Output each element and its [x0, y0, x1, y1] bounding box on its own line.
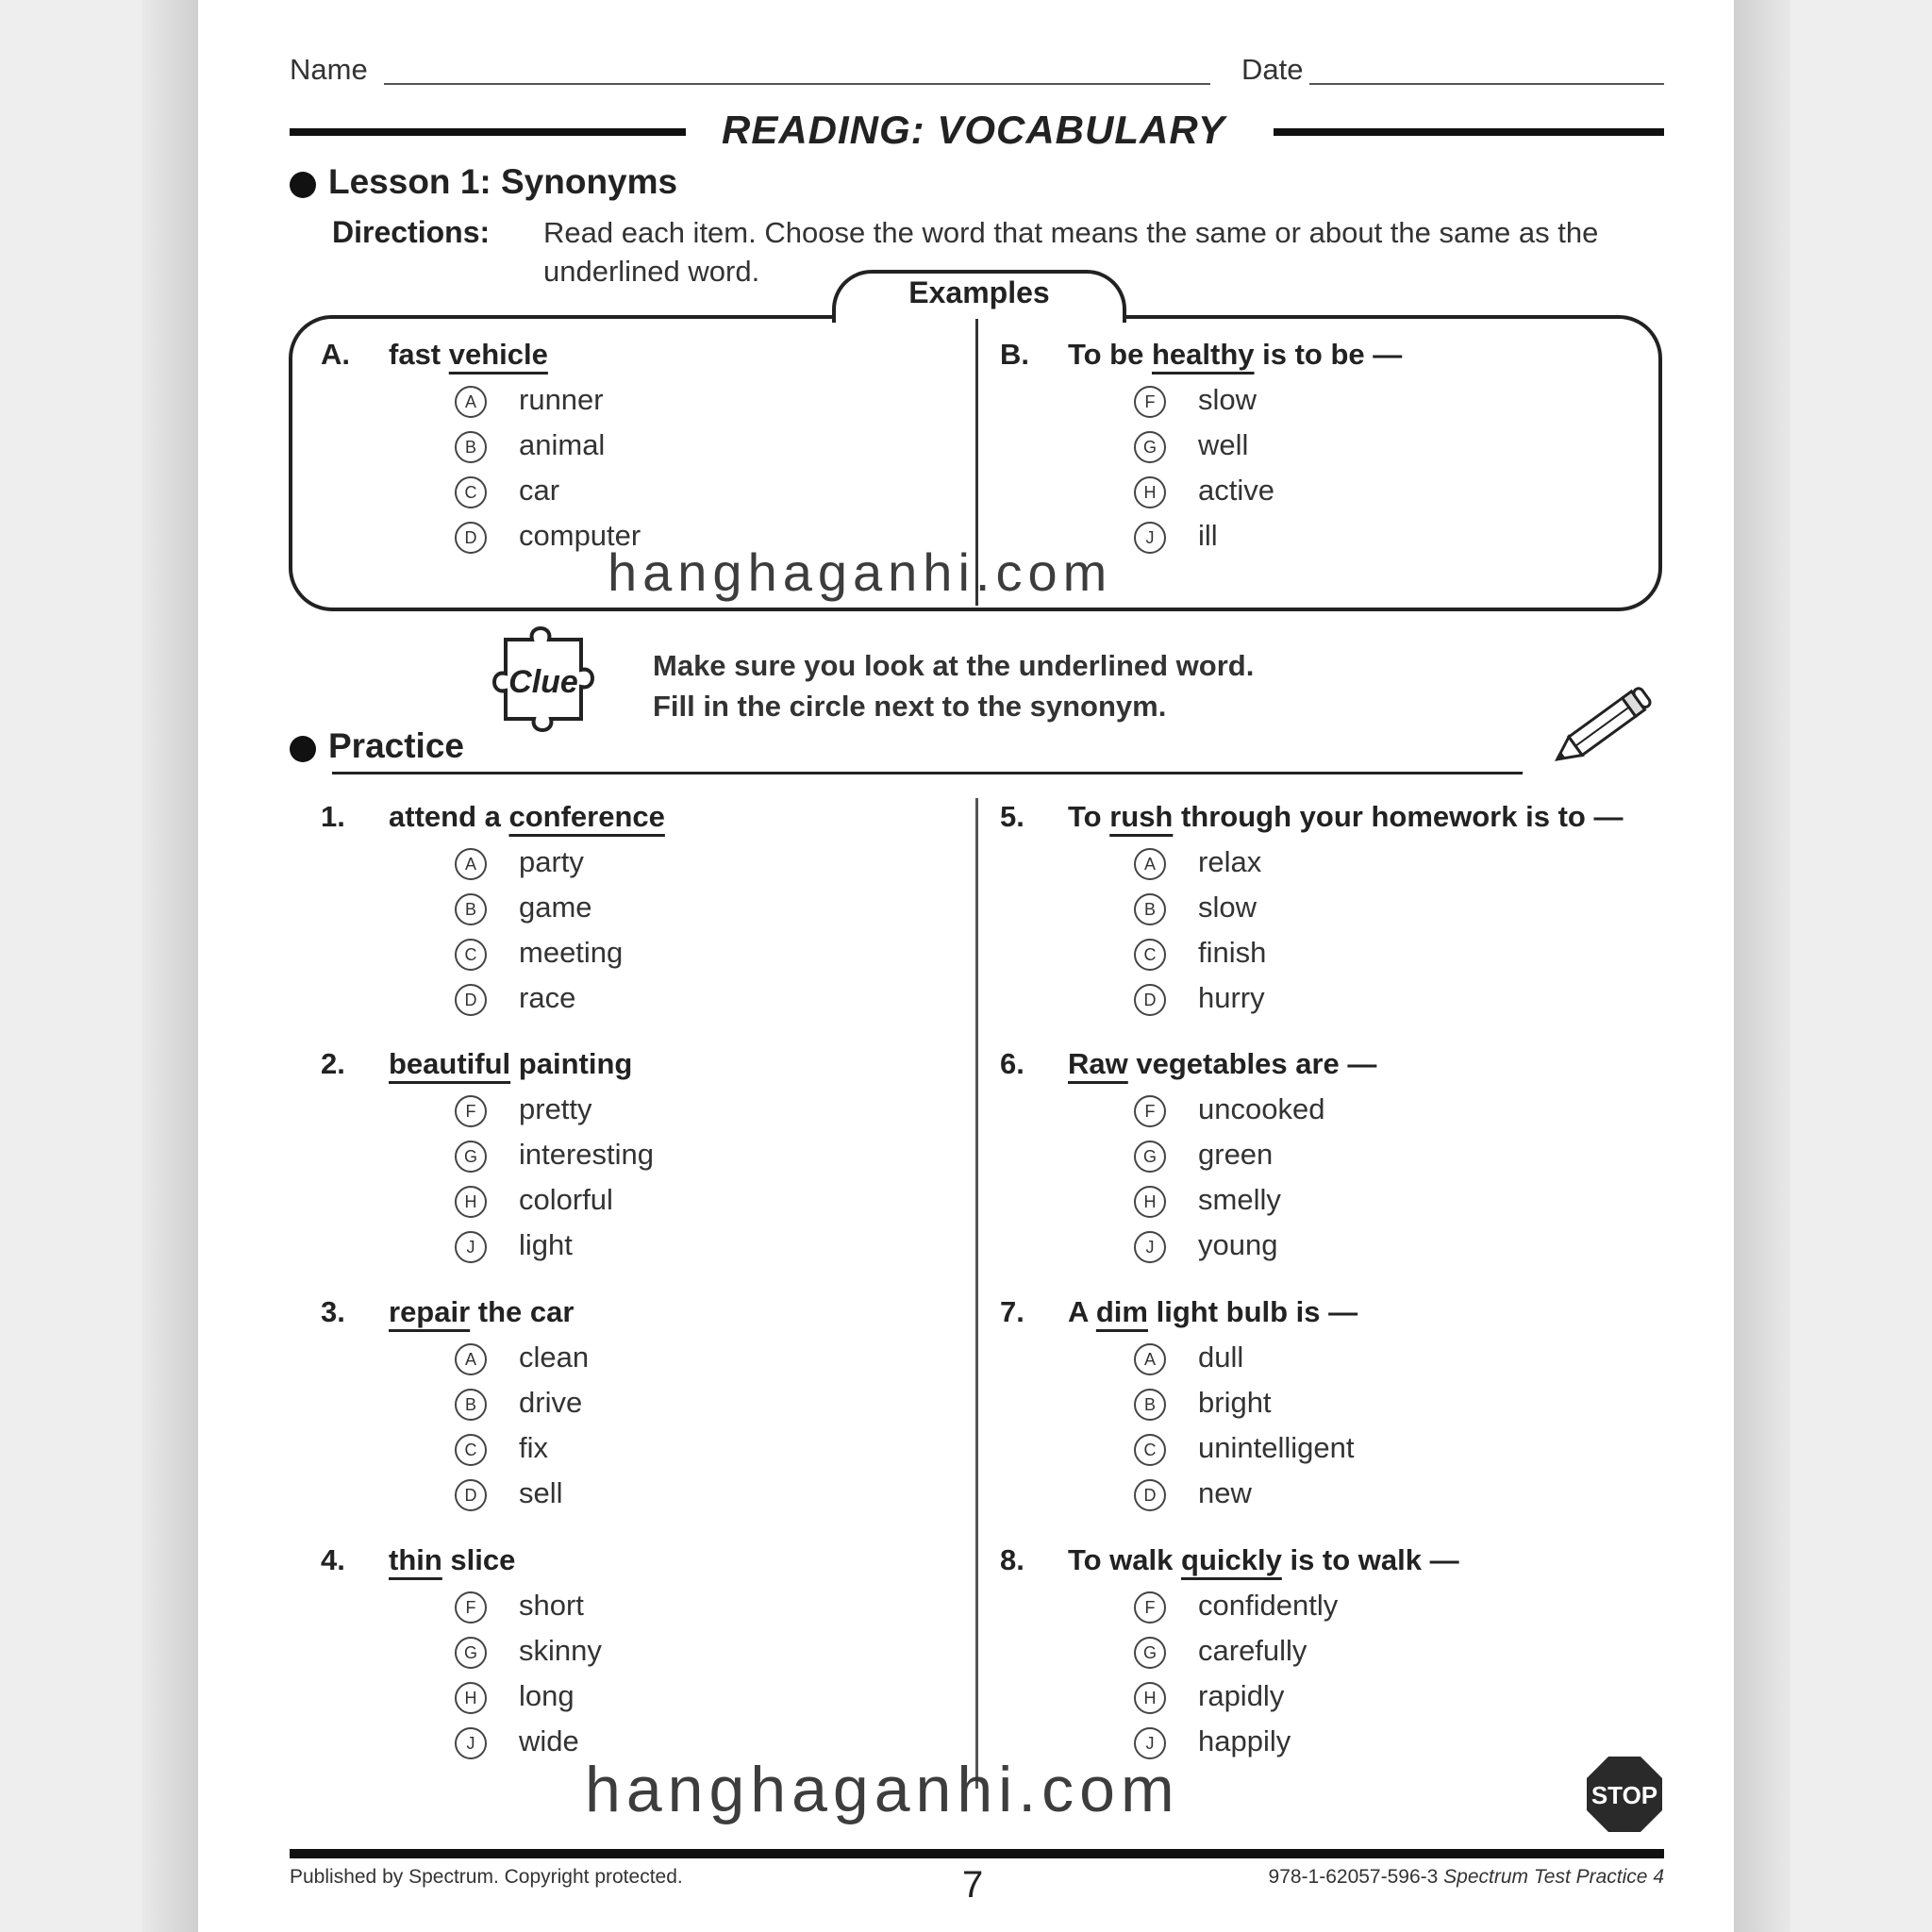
- stop-sign-icon: [1585, 1755, 1664, 1834]
- answer-bubble[interactable]: B: [455, 893, 487, 925]
- answer-bubble[interactable]: D: [455, 522, 487, 554]
- answer-bubble[interactable]: H: [455, 1682, 487, 1714]
- example-b-stem: To be healthy is to be —: [1068, 338, 1403, 371]
- answer-text: interesting: [519, 1138, 655, 1171]
- answer-text: meeting: [519, 936, 624, 969]
- answer-bubble[interactable]: A: [1134, 848, 1166, 880]
- clue-line-2: Fill in the circle next to the synonym.: [653, 690, 1167, 723]
- page-title: READING: VOCABULARY: [722, 108, 1225, 152]
- answer-bubble[interactable]: H: [455, 1186, 487, 1218]
- answer-text: clean: [519, 1341, 590, 1374]
- answer-bubble[interactable]: C: [1134, 939, 1166, 971]
- answer-text: skinny: [519, 1634, 602, 1667]
- answer-bubble[interactable]: D: [455, 1479, 487, 1511]
- answer-bubble[interactable]: J: [1134, 522, 1166, 554]
- practice-heading: Practice: [328, 726, 464, 765]
- practice-bullet: [290, 736, 316, 762]
- footer-isbn: 978-1-62057-596-3: [1268, 1866, 1439, 1888]
- answer-bubble[interactable]: C: [455, 476, 487, 508]
- answer-text: computer: [519, 519, 641, 552]
- answer-text: car: [519, 474, 560, 507]
- answer-bubble[interactable]: B: [1134, 1389, 1166, 1421]
- answer-text: animal: [519, 428, 606, 461]
- answer-text: wide: [519, 1724, 579, 1757]
- answer-bubble[interactable]: J: [455, 1231, 487, 1263]
- question-number: 4.: [321, 1543, 345, 1576]
- answer-bubble[interactable]: C: [1134, 1434, 1166, 1466]
- answer-bubble[interactable]: F: [1134, 1095, 1166, 1127]
- worksheet-page: [198, 0, 1734, 1932]
- answer-bubble[interactable]: B: [1134, 893, 1166, 925]
- answer-text: active: [1198, 474, 1274, 507]
- answer-bubble[interactable]: G: [1134, 431, 1166, 463]
- answer-text: colorful: [519, 1183, 613, 1216]
- question-number: 5.: [1000, 800, 1024, 833]
- pencil-icon: [1534, 675, 1666, 781]
- title-rule-right: [1274, 128, 1664, 136]
- footer-book-info: [1269, 1866, 1664, 1889]
- answer-text: confidently: [1198, 1589, 1339, 1622]
- answer-text: unintelligent: [1198, 1431, 1355, 1464]
- answer-text: young: [1198, 1228, 1278, 1261]
- answer-text: dull: [1198, 1341, 1244, 1374]
- question-number: 7.: [1000, 1295, 1024, 1328]
- answer-bubble[interactable]: G: [455, 1637, 487, 1669]
- answer-bubble[interactable]: B: [455, 431, 487, 463]
- answer-bubble[interactable]: C: [455, 1434, 487, 1466]
- footer-publisher: Published by Spectrum. Copyright protected.: [290, 1866, 683, 1888]
- clue-icon-text: Clue: [508, 664, 578, 700]
- page-shadow-right: [1734, 0, 1790, 1932]
- directions-text: Read each item. Choose the word that means the same or about the same as the underlined word.: [543, 216, 1599, 288]
- practice-divider: [975, 798, 978, 1789]
- question-stem: attend a conference: [389, 800, 665, 833]
- answer-bubble[interactable]: D: [455, 984, 487, 1016]
- answer-bubble[interactable]: A: [455, 1343, 487, 1375]
- answer-text: sell: [519, 1476, 563, 1509]
- answer-text: smelly: [1198, 1183, 1281, 1216]
- question-stem: Raw vegetables are —: [1068, 1047, 1377, 1080]
- answer-bubble[interactable]: H: [1134, 476, 1166, 508]
- answer-text: runner: [519, 383, 604, 416]
- name-label: Name: [290, 53, 368, 86]
- example-a-number: A.: [321, 338, 350, 371]
- question-number: 2.: [321, 1047, 345, 1080]
- answer-bubble[interactable]: A: [455, 386, 487, 418]
- answer-text: new: [1198, 1476, 1252, 1509]
- answer-text: happily: [1198, 1724, 1291, 1757]
- answer-bubble[interactable]: J: [1134, 1727, 1166, 1759]
- answer-bubble[interactable]: D: [1134, 984, 1166, 1016]
- example-b-number: B.: [1000, 338, 1029, 371]
- answer-text: bright: [1198, 1386, 1272, 1419]
- answer-bubble[interactable]: C: [455, 939, 487, 971]
- answer-bubble[interactable]: F: [455, 1095, 487, 1127]
- question-number: 3.: [321, 1295, 345, 1328]
- watermark-top: hanghaganhi.com: [608, 542, 1113, 602]
- clue-text: [653, 645, 1254, 726]
- lesson-bullet: [290, 172, 316, 198]
- title-rule-left: [290, 128, 686, 136]
- answer-text: pretty: [519, 1092, 592, 1125]
- answer-bubble[interactable]: B: [455, 1389, 487, 1421]
- answer-text: short: [519, 1589, 584, 1622]
- answer-bubble[interactable]: H: [1134, 1682, 1166, 1714]
- lesson-heading: Lesson 1: Synonyms: [328, 162, 678, 201]
- answer-text: ill: [1198, 519, 1218, 552]
- example-a-stem: fast vehicle: [389, 338, 548, 371]
- answer-bubble[interactable]: J: [1134, 1231, 1166, 1263]
- footer-rule: [290, 1849, 1664, 1858]
- answer-text: fix: [519, 1431, 548, 1464]
- answer-bubble[interactable]: A: [455, 848, 487, 880]
- answer-bubble[interactable]: G: [455, 1141, 487, 1173]
- answer-text: finish: [1198, 936, 1267, 969]
- watermark-bottom: hanghaganhi.com: [585, 1754, 1180, 1825]
- answer-text: hurry: [1198, 981, 1265, 1014]
- answer-bubble[interactable]: J: [455, 1727, 487, 1759]
- examples-tab: Examples: [832, 270, 1126, 323]
- question-number: 1.: [321, 800, 345, 833]
- puzzle-clue-icon: [487, 621, 609, 749]
- answer-text: party: [519, 845, 584, 878]
- answer-bubble[interactable]: A: [1134, 1343, 1166, 1375]
- answer-text: long: [519, 1679, 575, 1712]
- practice-rule: [332, 772, 1523, 774]
- answer-bubble[interactable]: F: [1134, 386, 1166, 418]
- answer-text: slow: [1198, 891, 1257, 924]
- answer-bubble[interactable]: F: [455, 1591, 487, 1624]
- date-line[interactable]: [1309, 83, 1664, 85]
- answer-bubble[interactable]: D: [1134, 1479, 1166, 1511]
- page-number: 7: [962, 1864, 984, 1906]
- question-stem: repair the car: [389, 1295, 575, 1328]
- answer-text: rapidly: [1198, 1679, 1285, 1712]
- name-line[interactable]: [384, 83, 1210, 85]
- question-stem: beautiful painting: [389, 1047, 633, 1080]
- directions-label: Directions:: [332, 215, 491, 249]
- question-number: 8.: [1000, 1543, 1024, 1576]
- answer-text: uncooked: [1198, 1092, 1325, 1125]
- answer-text: drive: [519, 1386, 583, 1419]
- question-stem: thin slice: [389, 1543, 516, 1576]
- answer-bubble[interactable]: G: [1134, 1141, 1166, 1173]
- answer-text: game: [519, 891, 592, 924]
- answer-bubble[interactable]: H: [1134, 1186, 1166, 1218]
- page-shadow-left: [142, 0, 198, 1932]
- footer-book-title: Spectrum Test Practice 4: [1443, 1866, 1664, 1888]
- question-number: 6.: [1000, 1047, 1024, 1080]
- question-stem: To rush through your homework is to —: [1068, 800, 1624, 833]
- date-label: Date: [1241, 53, 1304, 86]
- clue-line-1: Make sure you look at the underlined word.: [653, 649, 1255, 682]
- answer-text: well: [1198, 428, 1249, 461]
- question-stem: To walk quickly is to walk —: [1068, 1543, 1459, 1576]
- answer-bubble[interactable]: G: [1134, 1637, 1166, 1669]
- answer-text: carefully: [1198, 1634, 1307, 1667]
- answer-text: relax: [1198, 845, 1262, 878]
- answer-text: slow: [1198, 383, 1257, 416]
- stop-sign-text: STOP: [1591, 1781, 1658, 1809]
- question-stem: A dim light bulb is —: [1068, 1295, 1358, 1328]
- answer-text: light: [519, 1228, 573, 1261]
- answer-text: green: [1198, 1138, 1274, 1171]
- answer-bubble[interactable]: F: [1134, 1591, 1166, 1624]
- answer-text: race: [519, 981, 576, 1014]
